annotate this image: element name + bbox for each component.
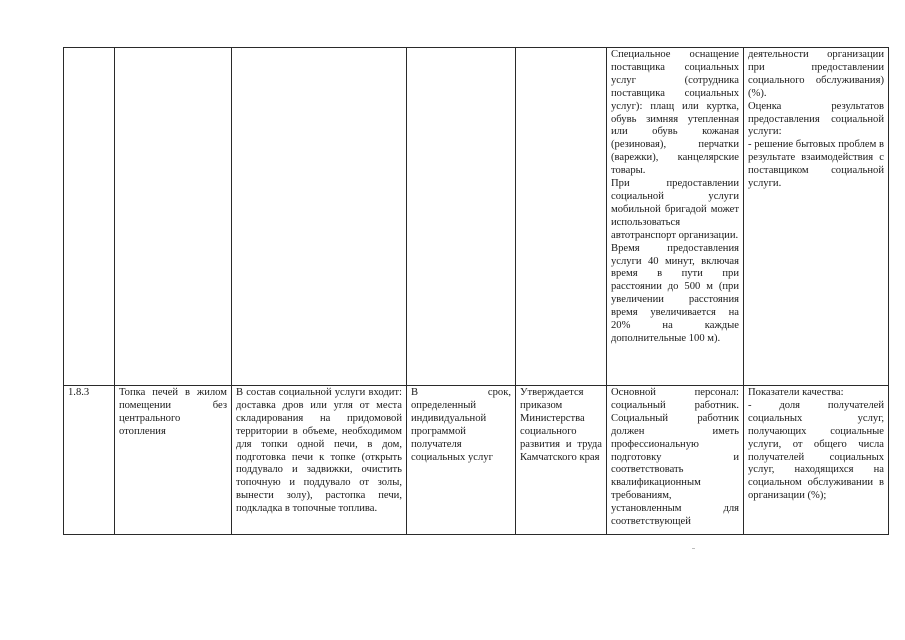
table-row-continuation — [64, 48, 889, 386]
services-table — [63, 47, 889, 535]
mobile-team-paragraph: При предоставлении социальной услуги мобильной бригадой может использоваться автотранспорт организации. — [611, 178, 739, 241]
cell-content-empty — [232, 48, 407, 386]
service-tariff: Утверждается приказом Министерства социального развития и труда Камчатского края — [520, 387, 602, 463]
cell-indicators — [744, 48, 889, 386]
cell-service-indicators — [744, 386, 889, 535]
cell-number-empty — [64, 48, 115, 386]
cell-number — [64, 386, 115, 535]
quality-indicator-1: - доля получателей социальных услуг, получающих социальные услуги, от общего числа получателей социальных услуг, находящихся на социальном обслуживании в организации (%); — [748, 399, 884, 502]
cell-conditions — [607, 48, 744, 386]
cell-name-empty — [115, 48, 232, 386]
equipment-paragraph: Специальное оснащение поставщика социальных услуг (сотрудника поставщика социальных услуг): плащ или куртка, обувь зимняя утепленная или обувь кожаная (резиновая), перчатки (варежки), канцелярские товары. — [611, 49, 739, 177]
quality-indicators-title: Показатели качества: — [748, 387, 844, 398]
service-name: Топка печей в жилом помещении без центрального отопления — [119, 387, 227, 437]
service-content: В состав социальной услуги входит: доставка дров или угля от места складирования на придомовой территории в объеме, необходимом для топки одной печи, в дом, подготовка печи к топке (открыть поддувало и задвижки, очистить топочную и поддувало от золы, вынести золу), растопка печи, подкладка в топочные топлива. — [236, 387, 402, 515]
indicator-text-2: Оценка результатов предоставления социальной услуги: — [748, 100, 884, 138]
cell-service-tariff — [516, 386, 607, 535]
time-paragraph: Время предоставления услуги 40 минут, включая время в пути при расстоянии до 500 м (при увеличении расстояния время увеличивается на 20% на каждые дополнительные 100 м). — [611, 242, 739, 344]
cell-tariff-empty — [516, 48, 607, 386]
cell-term-empty — [407, 48, 516, 386]
scan-speck — [692, 548, 695, 549]
service-conditions: Основной персонал: социальный работник. Социальный работник должен иметь профессиональную подготовку и соответствовать квалификационным требованиям, установленным для соответствующей — [611, 387, 739, 528]
row-number: 1.8.3 — [68, 387, 90, 398]
cell-service-term — [407, 386, 516, 535]
cell-service-content — [232, 386, 407, 535]
table-row-1-8-3 — [64, 386, 889, 535]
service-term: В срок, определенный индивидуальной программой получателя социальных услуг — [411, 387, 511, 463]
cell-service-conditions — [607, 386, 744, 535]
cell-service-name — [115, 386, 232, 535]
indicator-text-3: - решение бытовых проблем в результате взаимодействия с поставщиком социальной услуги. — [748, 139, 884, 190]
indicator-text-1: деятельности организации при предоставлении социального обслуживания) (%). — [748, 49, 884, 99]
